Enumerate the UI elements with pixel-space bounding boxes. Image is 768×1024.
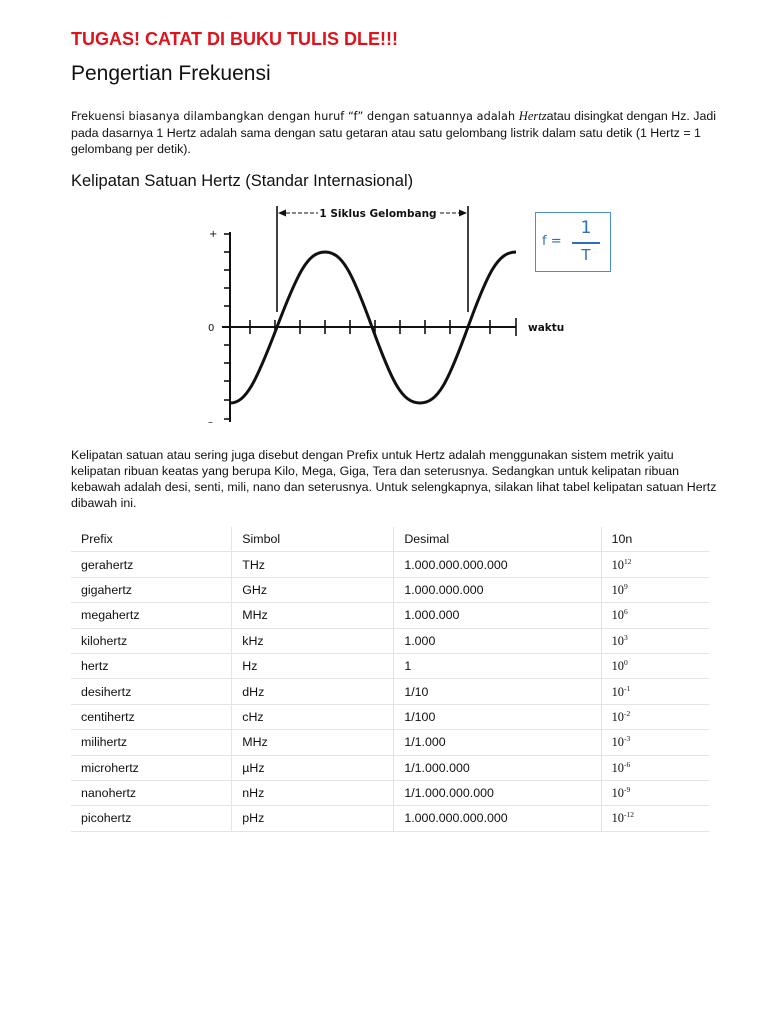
header-prefix: Prefix (71, 527, 232, 552)
table-row (71, 653, 709, 678)
intro-paragraph (71, 108, 721, 157)
cell-prefix: nanohertz (71, 780, 232, 805)
cell-power (601, 679, 709, 704)
formula-lhs: f = (542, 234, 562, 249)
formula-fraction-bar (572, 242, 600, 244)
header-decimal: Desimal (394, 527, 601, 552)
cell-decimal: 1/100 (394, 704, 601, 729)
cell-power (601, 552, 709, 577)
cell-decimal: 1.000.000.000.000 (394, 552, 601, 577)
cell-prefix: gigahertz (71, 577, 232, 602)
cell-decimal: 1.000 (394, 628, 601, 653)
cell-power (601, 577, 709, 602)
power-exponent: -2 (623, 708, 631, 718)
cell-decimal: 1/10 (394, 679, 601, 704)
power-exponent: -6 (623, 759, 631, 769)
cell-symbol: nHz (232, 780, 394, 805)
power-exponent: 0 (623, 658, 628, 668)
cell-power (601, 653, 709, 678)
cell-prefix: gerahertz (71, 552, 232, 577)
power-exponent: -1 (623, 683, 631, 693)
prefix-table-container (71, 527, 709, 832)
table-row (71, 577, 709, 602)
table-row (71, 603, 709, 628)
frequency-formula-box (535, 212, 611, 272)
cell-prefix: microhertz (71, 755, 232, 780)
section-title: Kelipatan Satuan Hertz (Standar Internasional) (71, 172, 414, 190)
cycle-arrowhead-right (459, 210, 467, 217)
cell-prefix: desihertz (71, 679, 232, 704)
header-symbol: Simbol (232, 527, 394, 552)
power-base: 10 (611, 811, 624, 826)
table-row (71, 679, 709, 704)
table-header-row (71, 527, 709, 552)
intro-text-part2: atau disingkat dengan Hz. Jadi pada dasarnya 1 Hertz adalah sama dengan satu getaran atau satu gelombang listrik dalam satu detik (1 Hertz = 1 gelombang per detik). (71, 109, 717, 156)
header-power: 10n (601, 527, 709, 552)
power-base: 10 (611, 608, 624, 623)
power-base: 10 (611, 709, 624, 724)
power-base: 10 (611, 735, 624, 750)
cell-decimal: 1/1.000.000.000 (394, 780, 601, 805)
cell-decimal: 1.000.000.000.000 (394, 806, 601, 831)
table-row (71, 780, 709, 805)
table-row (71, 755, 709, 780)
intro-text-italic: Hertz (518, 109, 547, 123)
power-exponent: 3 (623, 632, 628, 642)
cell-decimal: 1.000.000 (394, 603, 601, 628)
cell-power (601, 730, 709, 755)
cell-symbol: MHz (232, 603, 394, 628)
cell-prefix: picohertz (71, 806, 232, 831)
table-row (71, 730, 709, 755)
table-row (71, 806, 709, 831)
power-exponent: -12 (623, 810, 634, 820)
cell-power (601, 780, 709, 805)
zero-label: 0 (208, 323, 215, 334)
intro-text-part1: Frekuensi biasanya dilambangkan dengan huruf “f” dengan satuannya adalah (71, 110, 519, 123)
prefix-paragraph: Kelipatan satuan atau sering juga disebut dengan Prefix untuk Hertz adalah menggunakan sistem metrik yaitu kelipatan ribuan keatas yang berupa Kilo, Mega, Giga, Tera dan seterusnya. Sedangkan untuk kelipatan ribuan kebawah adalah desi, senti, mili, nano dan seterusnya. Untuk selengkapnya, silakan lihat tabel kelipatan satuan Hertz dibawah ini. (71, 448, 717, 510)
power-base: 10 (611, 633, 624, 648)
cell-power (601, 628, 709, 653)
table-row (71, 704, 709, 729)
power-base: 10 (611, 760, 624, 775)
cell-symbol: THz (232, 552, 394, 577)
cycle-label: 1 Siklus Gelombang (319, 208, 437, 220)
cell-symbol: kHz (232, 628, 394, 653)
cell-decimal: 1 (394, 653, 601, 678)
cell-symbol: Hz (232, 653, 394, 678)
cell-power (601, 806, 709, 831)
cell-power (601, 603, 709, 628)
power-base: 10 (611, 557, 624, 572)
cell-prefix: milihertz (71, 730, 232, 755)
minus-label: – (208, 417, 213, 428)
power-exponent: 6 (623, 607, 628, 617)
cell-prefix: centihertz (71, 704, 232, 729)
cell-symbol: dHz (232, 679, 394, 704)
cell-symbol: GHz (232, 577, 394, 602)
plus-label: + (209, 229, 218, 240)
cell-prefix: kilohertz (71, 628, 232, 653)
power-exponent: 12 (623, 556, 632, 566)
power-exponent: -3 (623, 734, 631, 744)
cell-decimal: 1.000.000.000 (394, 577, 601, 602)
time-axis-label: waktu (528, 322, 565, 334)
assignment-heading: TUGAS! CATAT DI BUKU TULIS DLE!!! (71, 29, 398, 49)
power-exponent: -9 (623, 785, 631, 795)
power-base: 10 (611, 582, 624, 597)
power-base: 10 (611, 786, 624, 801)
table-row (71, 552, 709, 577)
formula-numerator: 1 (580, 218, 592, 238)
table-row (71, 628, 709, 653)
cell-symbol: µHz (232, 755, 394, 780)
sine-wave-figure (200, 200, 620, 430)
prefix-table (71, 527, 709, 832)
power-base: 10 (611, 684, 624, 699)
power-base: 10 (611, 659, 624, 674)
cell-power (601, 755, 709, 780)
page-title: Pengertian Frekuensi (71, 62, 271, 85)
cell-symbol: cHz (232, 704, 394, 729)
cell-decimal: 1/1.000.000 (394, 755, 601, 780)
cell-decimal: 1/1.000 (394, 730, 601, 755)
cell-prefix: hertz (71, 653, 232, 678)
formula-denominator: T (581, 246, 591, 264)
cell-power (601, 704, 709, 729)
cell-symbol: pHz (232, 806, 394, 831)
cell-prefix: megahertz (71, 603, 232, 628)
power-exponent: 9 (623, 581, 628, 591)
cell-symbol: MHz (232, 730, 394, 755)
cycle-arrowhead-left (278, 210, 286, 217)
